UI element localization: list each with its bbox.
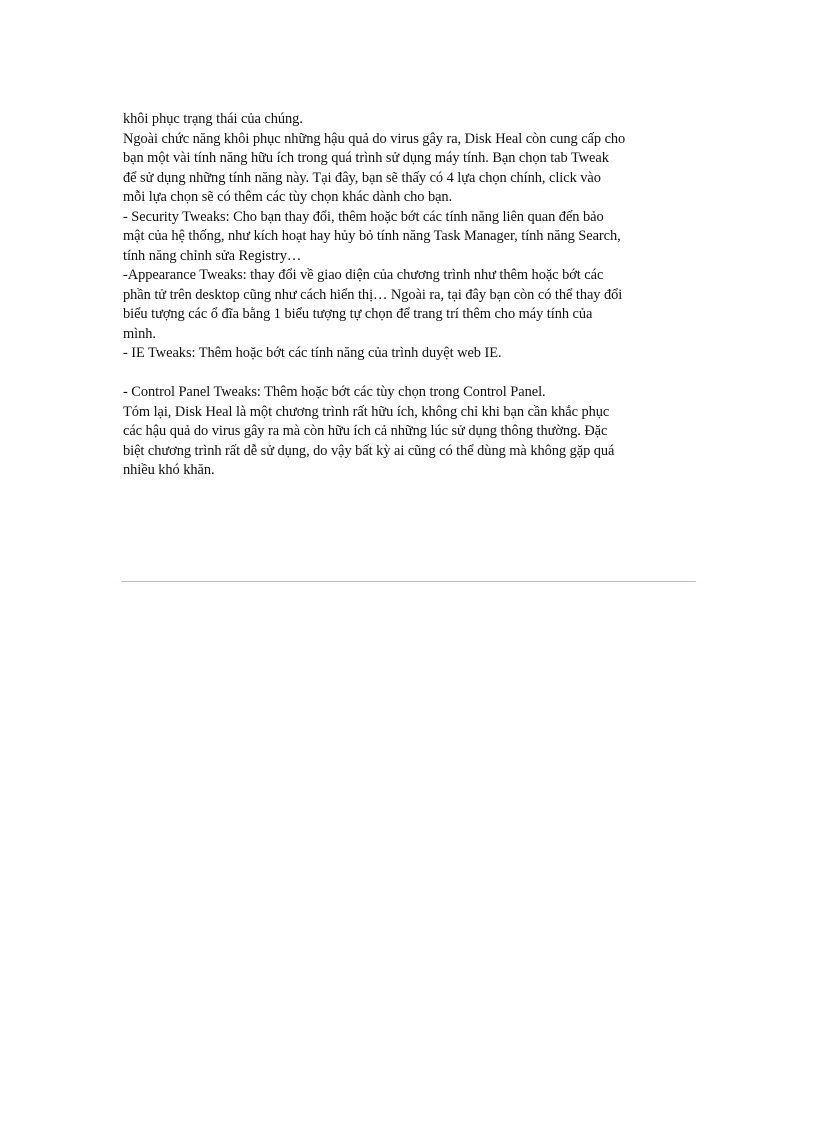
text-line: phần tử trên desktop cũng như cách hiển thị… Ngoài ra, tại đây bạn còn có thể thay đổi bbox=[123, 286, 623, 303]
text-line: Tóm lại, Disk Heal là một chương trình rất hữu ích, không chỉ khi bạn cần khắc phục bbox=[123, 403, 610, 420]
text-line: biểu tượng các ổ đĩa bằng 1 biểu tượng tự chọn để trang trí thêm cho máy tính của bbox=[123, 306, 593, 322]
article-body bbox=[123, 110, 698, 481]
text-line: mỗi lựa chọn sẽ có thêm các tùy chọn khác dành cho bạn. bbox=[123, 189, 453, 205]
text-line: các hậu quả do virus gây ra mà còn hữu ích cả những lúc sử dụng thông thường. Đặc bbox=[123, 423, 608, 439]
text-line: - Security Tweaks: Cho bạn thay đổi, thêm hoặc bớt các tính năng liên quan đến bảo bbox=[123, 208, 604, 225]
text-line: Ngoài chức năng khôi phục những hậu quả do virus gây ra, Disk Heal còn cung cấp cho bbox=[123, 130, 626, 147]
blank-line bbox=[123, 364, 698, 384]
text-line: khôi phục trạng thái của chúng. bbox=[123, 111, 303, 127]
footer-divider bbox=[121, 581, 696, 582]
text-line: nhiều khó khăn. bbox=[123, 462, 215, 478]
text-line: bạn một vài tính năng hữu ích trong quá trình sử dụng máy tính. Bạn chọn tab Tweak bbox=[123, 150, 609, 166]
text-line: để sử dụng những tính năng này. Tại đây, bạn sẽ thấy có 4 lựa chọn chính, click vào bbox=[123, 169, 601, 186]
text-line: mình. bbox=[123, 325, 156, 342]
text-line: - IE Tweaks: Thêm hoặc bớt các tính năng của trình duyệt web IE. bbox=[123, 345, 502, 361]
text-line: mật của hệ thống, như kích hoạt hay hủy bỏ tính năng Task Manager, tính năng Search, bbox=[123, 228, 621, 244]
text-line: -Appearance Tweaks: thay đổi về giao diện của chương trình như thêm hoặc bớt các bbox=[123, 267, 604, 283]
text-line: tính năng chỉnh sửa Registry… bbox=[123, 247, 302, 264]
text-line: - Control Panel Tweaks: Thêm hoặc bớt các tùy chọn trong Control Panel. bbox=[123, 384, 546, 400]
text-line: biệt chương trình rất dễ sử dụng, do vậy bất kỳ ai cũng có thể dùng mà không gặp quá bbox=[123, 442, 615, 459]
